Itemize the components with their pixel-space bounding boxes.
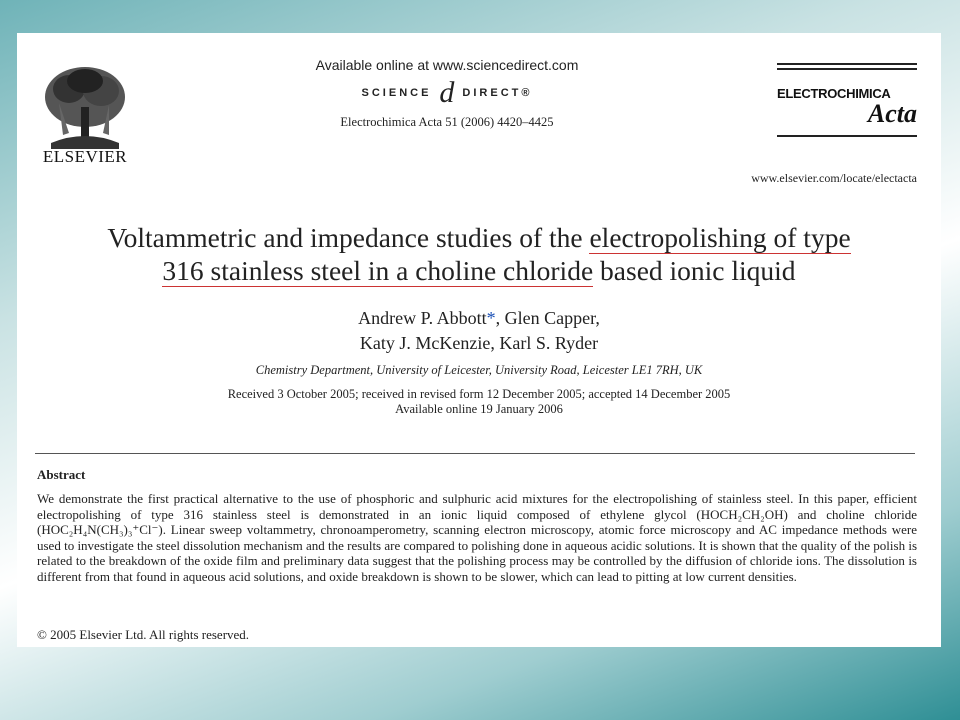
abstract-body: We demonstrate the first practical alternative to the use of phosphoric and sulphuric acid mixtures for the electropolishing of stainless steel. In this paper, efficient electropolishing of type 316 stainless steel is demonstrated in an ionic liquid composed of ethylene glycol (HOCH₂CH₂OH) and choline chloride (HOC₂H₄N(CH₃)₃⁺Cl⁻). Linear sweep voltammetry, chronoamperometry, scanning electron microscopy, atomic force microscopy and AC impedance methods were used to investigate the steel dissolution mechanism and the results are compared to polishing done in aqueous acidic solutions. It is shown that the quality of the polish is related to the breakdown of the oxide film and preliminary data suggest that the polishing process may be controlled by the diffusion of chloride ions. The dissolution is different from that found in aqueous acid solutions, and oxide breakdown is shown to be slower, which can lead to pitting at low current densities.	[37, 491, 917, 584]
dates-line2: Available online 19 January 2006	[395, 402, 563, 416]
sciencedirect-logo	[247, 76, 647, 109]
title-line2-a: 316 stainless steel in a choline chloride	[162, 255, 594, 286]
journal-rule-top	[777, 63, 917, 65]
copyright: © 2005 Elsevier Ltd. All rights reserved.	[37, 627, 250, 642]
available-online-text: Available online at www.sciencedirect.com	[315, 57, 579, 73]
dates-line1: Received 3 October 2005; received in revised form 12 December 2005; accepted 14 December 2005	[227, 387, 731, 401]
authors	[17, 306, 941, 356]
authors-line2: Katy J. McKenzie, Karl S. Ryder	[359, 333, 599, 353]
journal-name: ELECTROCHIMICA	[777, 86, 891, 101]
title-line1-b: electropolishing of type	[589, 222, 851, 253]
divider	[35, 453, 915, 454]
abstract-heading: Abstract	[37, 467, 86, 482]
sciencedirect-right: DIRECT®	[462, 87, 533, 99]
sciencedirect-left: SCIENCE	[361, 87, 432, 99]
authors-line1-rest: , Glen Capper,	[495, 308, 600, 328]
paper-page	[17, 33, 941, 647]
sciencedirect-mark: d	[439, 76, 455, 109]
journal-rule-top-2	[777, 68, 917, 70]
journal-citation: Electrochimica Acta 51 (2006) 4420–4425	[340, 115, 554, 129]
title-line1-a: Voltammetric and impedance studies of the	[107, 222, 590, 253]
elsevier-logo	[35, 63, 135, 167]
journal-rule-bottom	[777, 135, 917, 137]
corresponding-author-star[interactable]: *	[486, 308, 496, 328]
paper-title	[17, 221, 941, 287]
journal-sub: Acta	[867, 99, 917, 128]
author-abbott[interactable]: Andrew P. Abbott	[358, 308, 487, 328]
title-line2-b: based ionic liquid	[593, 255, 796, 286]
publisher-name: ELSEVIER	[42, 147, 128, 166]
journal-logo	[777, 63, 917, 137]
affiliation: Chemistry Department, University of Leicester, University Road, Leicester LE1 7RH, UK	[255, 363, 703, 377]
journal-url: www.elsevier.com/locate/electacta	[751, 171, 917, 185]
elsevier-tree-icon	[39, 63, 131, 149]
sciencedirect-header	[247, 57, 647, 130]
publication-dates	[17, 387, 941, 417]
